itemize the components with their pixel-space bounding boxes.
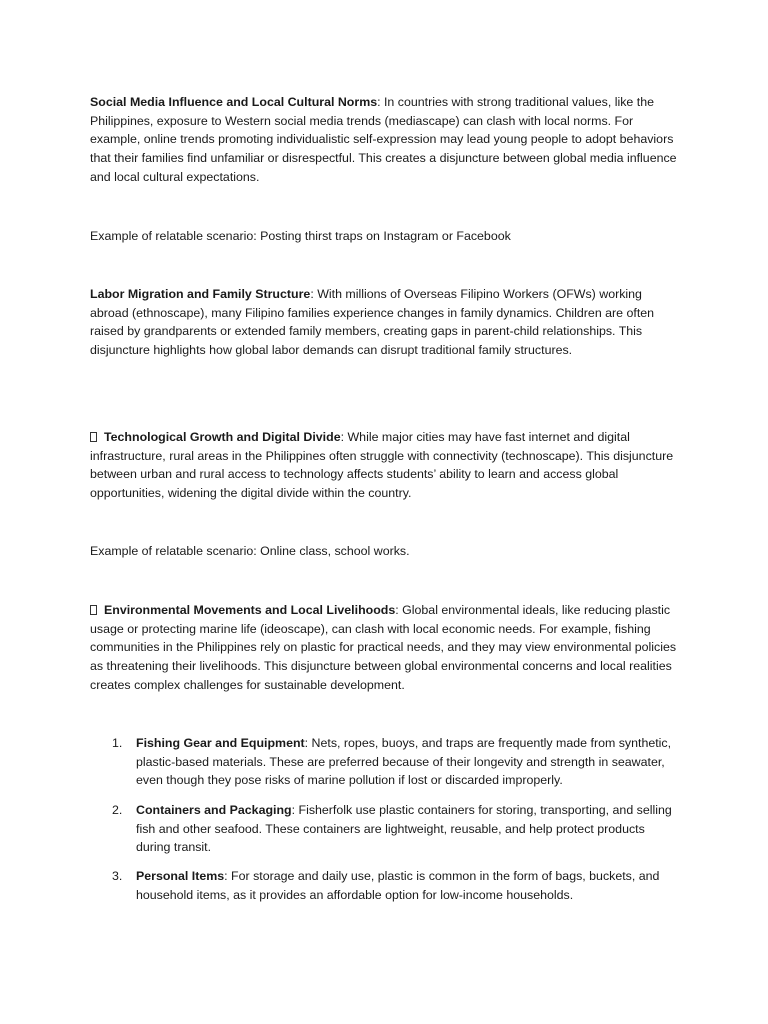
list-item-body: : For storage and daily use, plastic is common in the form of bags, buckets, and household items, as it provides an affordable option for low-income households. bbox=[136, 869, 660, 902]
list-item-heading: Containers and Packaging bbox=[136, 803, 292, 817]
list-number: 1. bbox=[112, 736, 123, 750]
paragraph-social-media bbox=[90, 93, 680, 187]
missing-glyph-icon bbox=[90, 605, 97, 615]
list-item-text bbox=[136, 734, 680, 790]
list-item-heading: Personal Items bbox=[136, 869, 225, 883]
list-number: 2. bbox=[112, 803, 123, 817]
paragraph-labor-migration bbox=[90, 285, 680, 360]
paragraph-heading: Social Media Influence and Local Cultural Norms bbox=[90, 95, 378, 109]
paragraph-heading: Labor Migration and Family Structure bbox=[90, 287, 311, 301]
list-item-text bbox=[136, 867, 680, 904]
paragraph-body: : With millions of Overseas Filipino Workers (OFWs) working abroad (ethnoscape), many Filipino families experience changes in family dynamics. Children are often raised by grandparents or extended family members, creating gaps in parent-child relationships. This disjuncture highlights how global labor demands can disrupt traditional family structures. bbox=[90, 287, 655, 358]
paragraph-body: : In countries with strong traditional values, like the Philippines, exposure to Western social media trends (mediascape) can clash with local norms. For example, online trends promoting individualistic self-expression may lead young people to adopt behaviors that their families find unfamiliar or disrespectful. This creates a disjuncture between global media influence and local cultural expectations. bbox=[90, 95, 677, 184]
missing-glyph-icon bbox=[90, 432, 97, 442]
paragraph-scenario-1: Example of relatable scenario: Posting thirst traps on Instagram or Facebook bbox=[90, 229, 511, 243]
list-number: 3. bbox=[112, 869, 123, 883]
list-item bbox=[112, 734, 680, 790]
paragraph-heading: Environmental Movements and Local Livelihoods bbox=[104, 603, 396, 617]
paragraph-heading: Technological Growth and Digital Divide bbox=[104, 430, 341, 444]
paragraph-body: : Global environmental ideals, like reducing plastic usage or protecting marine life (ideoscape), can clash with local economic needs. For example, fishing communities in the Philippines rely on plastic for practical needs, and they may view environmental policies as threatening their livelihoods. This disjuncture between global environmental concerns and local realities creates complex challenges for sustainable development. bbox=[90, 603, 677, 692]
paragraph-technological-growth bbox=[90, 428, 680, 503]
list-item-heading: Fishing Gear and Equipment bbox=[136, 736, 305, 750]
list-item bbox=[112, 801, 680, 857]
list-item bbox=[112, 867, 680, 904]
list-item-body: : Fisherfolk use plastic containers for storing, transporting, and selling fish and other seafood. These containers are lightweight, reusable, and help protect products during transit. bbox=[136, 803, 672, 855]
list-item-text bbox=[136, 801, 680, 857]
list-item-body: : Nets, ropes, buoys, and traps are frequently made from synthetic, plastic-based materials. These are preferred because of their longevity and strength in seawater, even though they pose risks of marine pollution if lost or discarded improperly. bbox=[136, 736, 672, 788]
paragraph-environmental-movements bbox=[90, 601, 680, 695]
paragraph-body: : While major cities may have fast internet and digital infrastructure, rural areas in the Philippines often struggle with connectivity (technoscape). This disjuncture between urban and rural access to technology affects students’ ability to learn and access global opportunities, widening the digital divide within the country. bbox=[90, 430, 674, 501]
paragraph-scenario-2: Example of relatable scenario: Online class, school works. bbox=[90, 544, 410, 558]
